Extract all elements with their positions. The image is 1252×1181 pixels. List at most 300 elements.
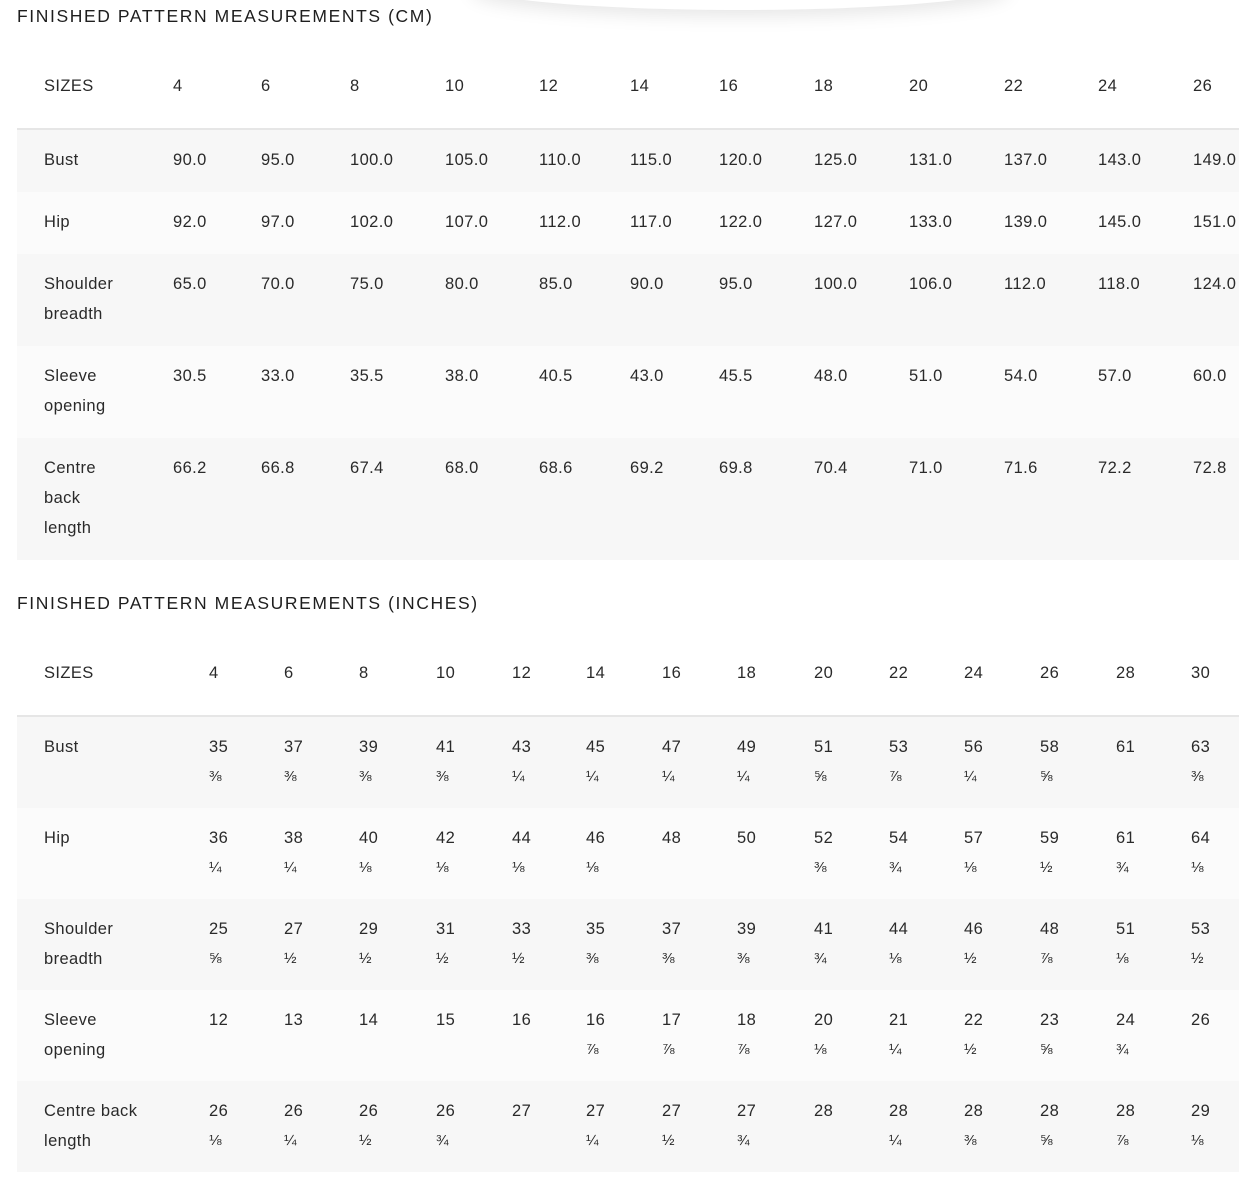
measurement-cell <box>964 990 1040 1081</box>
row-label <box>17 716 209 808</box>
table-row <box>17 899 1239 990</box>
measurement-cell <box>436 808 512 899</box>
row-label-line: breadth <box>44 305 103 323</box>
measurement-fraction: ⅝ <box>814 768 827 785</box>
row-label-line: Shoulder <box>44 275 114 293</box>
measurement-whole: 42 <box>436 829 456 847</box>
measurement-whole: 46 <box>586 829 606 847</box>
measurement-whole: 16 <box>512 1011 532 1029</box>
measurement-cell <box>1191 1081 1239 1172</box>
measurement-whole: 26 <box>209 1102 229 1120</box>
measurement-cell: 75.0 <box>350 275 384 293</box>
measurement-cell: 70.4 <box>814 459 848 477</box>
measurement-fraction: ¾ <box>737 1132 750 1149</box>
measurement-cell: 139.0 <box>1004 213 1048 231</box>
measurement-cell: 137.0 <box>1004 151 1048 169</box>
measurement-whole: 29 <box>1191 1102 1211 1120</box>
measurement-whole: 53 <box>1191 920 1211 938</box>
sizes-header-label: SIZES <box>17 630 209 716</box>
measurement-cell: 118.0 <box>1098 275 1141 293</box>
measurement-cell <box>1040 1081 1116 1172</box>
measurement-cell: 45.5 <box>719 367 753 385</box>
measurement-cell <box>512 990 586 1081</box>
measurement-cell <box>1191 990 1239 1081</box>
measurement-cell <box>814 808 889 899</box>
measurement-cell: 90.0 <box>173 151 207 169</box>
measurement-cell: 120.0 <box>719 151 763 169</box>
measurement-fraction: ⅜ <box>284 768 297 785</box>
measurement-fraction: ¼ <box>586 1132 599 1149</box>
measurement-fraction: ⅜ <box>436 768 449 785</box>
measurement-cell: 110.0 <box>539 151 582 169</box>
measurement-cell <box>209 899 284 990</box>
measurement-cell: 70.0 <box>261 275 295 293</box>
measurement-cell <box>359 808 436 899</box>
measurement-whole: 48 <box>1040 920 1060 938</box>
measurement-whole: 33 <box>512 920 532 938</box>
size-header: 10 <box>436 630 512 716</box>
measurement-fraction: ¼ <box>284 1132 297 1149</box>
measurement-cell <box>737 808 814 899</box>
measurement-whole: 43 <box>512 738 532 756</box>
measurement-whole: 14 <box>359 1011 379 1029</box>
measurement-whole: 52 <box>814 829 834 847</box>
row-label <box>17 899 209 990</box>
measurement-whole: 28 <box>1040 1102 1060 1120</box>
measurement-fraction: ½ <box>1191 950 1204 967</box>
size-header: 14 <box>586 630 662 716</box>
measurement-fraction: ⅜ <box>814 859 827 876</box>
measurement-cell: 69.8 <box>719 459 753 477</box>
measurement-whole: 63 <box>1191 738 1211 756</box>
table-row <box>17 192 1239 254</box>
measurement-cell: 85.0 <box>539 275 573 293</box>
measurement-fraction: ⅛ <box>1191 859 1204 876</box>
measurement-cell <box>1116 899 1191 990</box>
measurement-cell <box>814 1081 889 1172</box>
measurement-fraction: ½ <box>662 1132 675 1149</box>
measurement-fraction: ⅛ <box>209 1132 222 1149</box>
measurement-cell <box>889 990 964 1081</box>
measurement-cell: 54.0 <box>1004 367 1038 385</box>
measurement-cell <box>436 990 512 1081</box>
measurement-cell: 106.0 <box>909 275 953 293</box>
measurement-whole: 27 <box>662 1102 682 1120</box>
measurement-cell <box>209 808 284 899</box>
measurement-cell <box>586 1081 662 1172</box>
measurement-cell <box>1116 990 1191 1081</box>
measurement-whole: 37 <box>284 738 304 756</box>
measurement-cell: 66.8 <box>261 459 295 477</box>
measurement-fraction: ½ <box>284 950 297 967</box>
size-header: 12 <box>539 43 630 129</box>
measurement-cell: 105.0 <box>445 151 489 169</box>
measurement-fraction: ¾ <box>1116 1041 1129 1058</box>
measurement-cell: 100.0 <box>350 151 394 169</box>
inches-header-row <box>17 630 1239 716</box>
row-label-line: Hip <box>44 829 70 847</box>
measurement-fraction: ¾ <box>1116 859 1129 876</box>
measurement-cell <box>737 990 814 1081</box>
measurement-whole: 61 <box>1116 829 1136 847</box>
measurement-cell <box>512 1081 586 1172</box>
size-header: 18 <box>737 630 814 716</box>
measurement-fraction: ⅜ <box>359 768 372 785</box>
measurement-cell: 112.0 <box>539 213 582 231</box>
size-header: 12 <box>512 630 586 716</box>
measurement-fraction: ⅜ <box>209 768 222 785</box>
measurement-cell <box>436 716 512 808</box>
measurement-cell: 65.0 <box>173 275 207 293</box>
measurement-fraction: ⅜ <box>1191 768 1204 785</box>
measurement-whole: 29 <box>359 920 379 938</box>
size-header: 22 <box>1004 43 1098 129</box>
measurement-whole: 26 <box>359 1102 379 1120</box>
measurement-cell: 60.0 <box>1193 367 1227 385</box>
measurement-fraction: ¾ <box>889 859 902 876</box>
measurement-fraction: ⅞ <box>1040 950 1053 967</box>
row-label-line: Sleeve <box>44 367 97 385</box>
measurement-cell: 43.0 <box>630 367 664 385</box>
table-row <box>17 1081 1239 1172</box>
measurement-cell <box>889 716 964 808</box>
measurement-cell <box>1191 899 1239 990</box>
measurement-whole: 51 <box>814 738 834 756</box>
measurement-whole: 25 <box>209 920 229 938</box>
measurement-fraction: ¼ <box>889 1041 902 1058</box>
sizes-header-label: SIZES <box>17 43 173 129</box>
measurement-cell <box>512 808 586 899</box>
measurement-fraction: ⅞ <box>737 1041 750 1058</box>
measurement-cell: 72.2 <box>1098 459 1132 477</box>
table-row <box>17 808 1239 899</box>
measurement-whole: 28 <box>1116 1102 1136 1120</box>
size-header: 20 <box>814 630 889 716</box>
measurement-whole: 16 <box>586 1011 606 1029</box>
measurement-cell <box>586 899 662 990</box>
measurement-fraction: ½ <box>964 950 977 967</box>
measurement-cell <box>662 990 737 1081</box>
cm-section-title: FINISHED PATTERN MEASUREMENTS (CM) <box>17 6 434 26</box>
measurement-cell: 51.0 <box>909 367 943 385</box>
measurement-cell: 97.0 <box>261 213 295 231</box>
measurement-cell <box>284 808 359 899</box>
measurement-cell: 95.0 <box>261 151 295 169</box>
measurement-cell: 145.0 <box>1098 213 1142 231</box>
size-header: 6 <box>284 630 359 716</box>
measurement-whole: 56 <box>964 738 984 756</box>
measurement-fraction: ½ <box>512 950 525 967</box>
measurement-cell: 71.0 <box>909 459 943 477</box>
measurement-fraction: ⅞ <box>889 768 902 785</box>
measurement-whole: 35 <box>209 738 229 756</box>
measurement-cell <box>1040 990 1116 1081</box>
measurement-cell: 122.0 <box>719 213 763 231</box>
row-label-line: Bust <box>44 738 79 756</box>
measurement-cell <box>662 716 737 808</box>
measurement-fraction: ⅛ <box>359 859 372 876</box>
size-header: 10 <box>445 43 539 129</box>
measurement-whole: 26 <box>1191 1011 1211 1029</box>
measurement-whole: 18 <box>737 1011 757 1029</box>
measurement-fraction: ¼ <box>512 768 525 785</box>
row-label-line: length <box>44 1132 92 1150</box>
row-label-line: opening <box>44 1041 106 1059</box>
measurement-cell: 30.5 <box>173 367 207 385</box>
top-shadow <box>470 0 1010 10</box>
measurement-cell <box>1116 808 1191 899</box>
measurement-cell: 67.4 <box>350 459 384 477</box>
measurement-fraction: ⅛ <box>1191 1132 1204 1149</box>
measurement-cell: 117.0 <box>630 213 673 231</box>
row-label-line: Bust <box>44 151 79 169</box>
measurement-cell <box>586 990 662 1081</box>
measurement-cell: 92.0 <box>173 213 207 231</box>
measurement-cell: 151.0 <box>1193 213 1237 231</box>
inches-section-title: FINISHED PATTERN MEASUREMENTS (INCHES) <box>17 593 479 613</box>
measurement-cell: 133.0 <box>909 213 953 231</box>
measurement-whole: 27 <box>284 920 304 938</box>
row-label <box>17 808 209 899</box>
size-header: 24 <box>1098 43 1193 129</box>
measurement-fraction: ¼ <box>209 859 222 876</box>
measurement-whole: 21 <box>889 1011 909 1029</box>
measurement-whole: 39 <box>737 920 757 938</box>
measurement-cell <box>512 899 586 990</box>
size-header: 14 <box>630 43 719 129</box>
measurement-whole: 31 <box>436 920 456 938</box>
measurement-whole: 13 <box>284 1011 304 1029</box>
measurement-fraction: ½ <box>359 1132 372 1149</box>
measurement-whole: 15 <box>436 1011 456 1029</box>
measurement-whole: 44 <box>512 829 532 847</box>
measurement-whole: 48 <box>662 829 682 847</box>
measurement-whole: 20 <box>814 1011 834 1029</box>
measurement-cell <box>1116 1081 1191 1172</box>
measurement-whole: 28 <box>964 1102 984 1120</box>
measurement-cell <box>436 899 512 990</box>
measurement-fraction: ½ <box>1040 859 1053 876</box>
size-header: 30 <box>1191 630 1239 716</box>
table-row <box>17 129 1239 192</box>
measurement-cell <box>964 808 1040 899</box>
measurement-cell <box>1040 716 1116 808</box>
row-label-line: breadth <box>44 950 103 968</box>
size-header: 26 <box>1040 630 1116 716</box>
measurement-whole: 28 <box>889 1102 909 1120</box>
measurement-cell <box>1191 808 1239 899</box>
measurement-cell <box>964 1081 1040 1172</box>
measurement-cell: 95.0 <box>719 275 753 293</box>
measurement-whole: 40 <box>359 829 379 847</box>
measurement-cell: 68.0 <box>445 459 479 477</box>
measurement-whole: 38 <box>284 829 304 847</box>
measurement-whole: 51 <box>1116 920 1136 938</box>
measurement-fraction: ⅞ <box>1116 1132 1129 1149</box>
measurement-cell <box>662 1081 737 1172</box>
size-header: 22 <box>889 630 964 716</box>
measurement-fraction: ⅛ <box>889 950 902 967</box>
measurement-cell <box>359 990 436 1081</box>
measurement-whole: 27 <box>512 1102 532 1120</box>
measurement-whole: 12 <box>209 1011 229 1029</box>
measurement-cell: 68.6 <box>539 459 573 477</box>
size-header: 16 <box>662 630 737 716</box>
measurement-cell <box>662 899 737 990</box>
measurement-whole: 64 <box>1191 829 1211 847</box>
measurement-whole: 47 <box>662 738 682 756</box>
measurement-cell: 131.0 <box>909 151 953 169</box>
table-row <box>17 438 1239 560</box>
row-label <box>17 129 173 192</box>
row-label-line: back <box>44 489 81 507</box>
measurement-fraction: ¾ <box>436 1132 449 1149</box>
size-header: 24 <box>964 630 1040 716</box>
measurement-whole: 57 <box>964 829 984 847</box>
measurement-cell: 149.0 <box>1193 151 1237 169</box>
measurement-whole: 44 <box>889 920 909 938</box>
measurement-fraction: ¼ <box>586 768 599 785</box>
size-header: 8 <box>359 630 436 716</box>
measurement-fraction: ⅞ <box>662 1041 675 1058</box>
row-label-line: opening <box>44 397 106 415</box>
measurement-cell <box>814 716 889 808</box>
measurement-whole: 61 <box>1116 738 1136 756</box>
measurement-cell <box>889 1081 964 1172</box>
row-label <box>17 438 173 560</box>
measurement-cell <box>1191 716 1239 808</box>
cm-header-row <box>17 43 1239 129</box>
measurement-cell <box>964 899 1040 990</box>
measurement-cell: 100.0 <box>814 275 858 293</box>
measurement-whole: 35 <box>586 920 606 938</box>
measurement-cell: 40.5 <box>539 367 573 385</box>
measurement-fraction: ½ <box>964 1041 977 1058</box>
table-row <box>17 990 1239 1081</box>
measurement-whole: 37 <box>662 920 682 938</box>
table-row <box>17 254 1239 346</box>
size-header: 20 <box>909 43 1004 129</box>
measurement-fraction: ¼ <box>737 768 750 785</box>
measurement-cell <box>284 716 359 808</box>
measurement-cell <box>1040 899 1116 990</box>
measurement-whole: 26 <box>284 1102 304 1120</box>
measurement-cell: 107.0 <box>445 213 489 231</box>
measurement-whole: 46 <box>964 920 984 938</box>
measurement-whole: 22 <box>964 1011 984 1029</box>
measurement-whole: 41 <box>814 920 834 938</box>
row-label-line: Shoulder <box>44 920 114 938</box>
measurement-cell <box>284 899 359 990</box>
size-header: 8 <box>350 43 445 129</box>
measurement-whole: 27 <box>586 1102 606 1120</box>
measurement-whole: 24 <box>1116 1011 1136 1029</box>
measurement-cell: 33.0 <box>261 367 295 385</box>
measurement-fraction: ⅛ <box>512 859 525 876</box>
measurement-fraction: ⅝ <box>1040 1041 1053 1058</box>
inches-measurements-table <box>17 630 1239 1172</box>
row-label-line: length <box>44 519 92 537</box>
measurement-whole: 41 <box>436 738 456 756</box>
measurement-cell <box>209 716 284 808</box>
measurement-cell <box>586 808 662 899</box>
size-header: 4 <box>209 630 284 716</box>
row-label-line: Centre <box>44 459 96 477</box>
measurement-cell <box>964 716 1040 808</box>
measurement-cell: 48.0 <box>814 367 848 385</box>
measurement-cell <box>436 1081 512 1172</box>
measurement-cell: 112.0 <box>1004 275 1047 293</box>
measurement-whole: 36 <box>209 829 229 847</box>
measurement-whole: 59 <box>1040 829 1060 847</box>
measurement-cell <box>209 1081 284 1172</box>
row-label <box>17 254 173 346</box>
measurement-whole: 49 <box>737 738 757 756</box>
measurement-fraction: ¼ <box>662 768 675 785</box>
measurement-fraction: ⅝ <box>1040 1132 1053 1149</box>
measurement-cell: 57.0 <box>1098 367 1132 385</box>
row-label <box>17 990 209 1081</box>
measurement-cell <box>209 990 284 1081</box>
measurement-cell <box>1116 716 1191 808</box>
measurement-cell: 102.0 <box>350 213 394 231</box>
measurement-fraction: ⅛ <box>964 859 977 876</box>
measurement-cell <box>889 899 964 990</box>
measurement-cell: 115.0 <box>630 151 673 169</box>
table-row <box>17 346 1239 438</box>
measurement-whole: 17 <box>662 1011 682 1029</box>
measurement-fraction: ⅛ <box>436 859 449 876</box>
measurement-cell <box>284 1081 359 1172</box>
size-header: 4 <box>173 43 261 129</box>
row-label <box>17 192 173 254</box>
measurement-fraction: ⅛ <box>586 859 599 876</box>
measurement-fraction: ¼ <box>889 1132 902 1149</box>
size-header: 6 <box>261 43 350 129</box>
measurement-cell: 35.5 <box>350 367 384 385</box>
measurement-cell <box>737 899 814 990</box>
row-label-line: Sleeve <box>44 1011 97 1029</box>
measurement-cell <box>737 716 814 808</box>
measurement-cell <box>359 716 436 808</box>
measurement-fraction: ¼ <box>284 859 297 876</box>
measurement-cell: 80.0 <box>445 275 479 293</box>
measurement-cell <box>662 808 737 899</box>
measurement-whole: 26 <box>436 1102 456 1120</box>
measurement-whole: 58 <box>1040 738 1060 756</box>
measurement-whole: 50 <box>737 829 757 847</box>
measurement-fraction: ½ <box>436 950 449 967</box>
measurement-cell: 90.0 <box>630 275 664 293</box>
measurement-cell <box>737 1081 814 1172</box>
table-row <box>17 716 1239 808</box>
cm-measurements-table <box>17 43 1239 560</box>
row-label <box>17 1081 209 1172</box>
measurement-whole: 53 <box>889 738 909 756</box>
size-header: 16 <box>719 43 814 129</box>
row-label <box>17 346 173 438</box>
measurement-whole: 54 <box>889 829 909 847</box>
measurement-whole: 39 <box>359 738 379 756</box>
measurement-fraction: ⅝ <box>1040 768 1053 785</box>
measurement-fraction: ⅝ <box>209 950 222 967</box>
measurement-cell <box>889 808 964 899</box>
measurement-fraction: ⅜ <box>586 950 599 967</box>
measurement-cell <box>814 990 889 1081</box>
measurement-cell: 124.0 <box>1193 275 1237 293</box>
size-header: 26 <box>1193 43 1239 129</box>
measurement-cell: 143.0 <box>1098 151 1142 169</box>
